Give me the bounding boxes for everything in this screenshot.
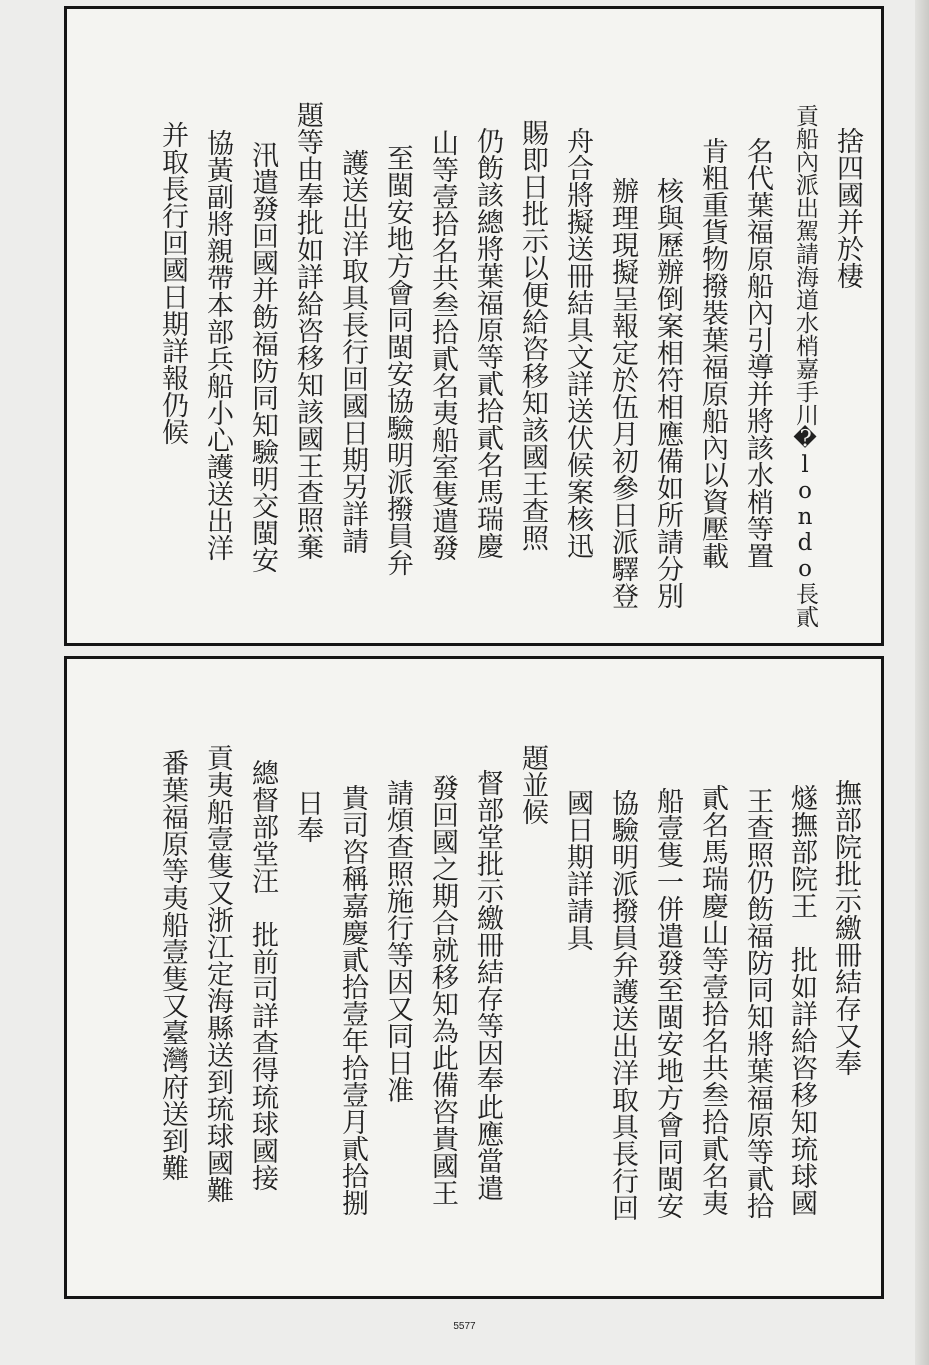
manuscript-column: 日奉 <box>292 789 323 843</box>
manuscript-column: 協驗明派撥員弁護送出洋取具長行回 <box>607 789 638 1221</box>
manuscript-column: 核與歷辦倒案相符相應備如所請分別 <box>652 177 683 609</box>
manuscript-column: 至閩安地方會同閩安協驗明派撥員弁 <box>382 144 413 576</box>
manuscript-column: 發回國之期合就移知為此備咨貴國王 <box>427 774 458 1206</box>
manuscript-column: 名代葉福原船內引導并將該水梢等置 <box>742 137 773 569</box>
manuscript-column: 貴司咨稱嘉慶貳拾壹年拾壹月貳拾捌 <box>337 784 368 1216</box>
manuscript-column: 協黃副將親帶本部兵船小心護送出洋 <box>202 129 233 561</box>
manuscript-column: 貢夷船壹隻又浙江定海縣送到琉球國難 <box>202 744 233 1203</box>
manuscript-column: 并取長行回國日期詳報仍候 <box>157 121 188 445</box>
manuscript-column: 舟合將擬送冊結具文詳送伏候案核迅 <box>562 127 593 559</box>
manuscript-column: 山等壹拾名共叁拾貳名夷船室隻遣發 <box>427 129 458 561</box>
manuscript-column: 撫部院批示繳冊結存又奉 <box>830 779 861 1076</box>
manuscript-column: 題等由奉批如詳給咨移知該國王查照棄 <box>292 101 323 560</box>
manuscript-column: 肯粗重貨物撥裝葉福原船內以資壓載 <box>697 137 728 569</box>
manuscript-column: 督部堂批示繳冊結存等因奉此應當遣 <box>472 769 503 1201</box>
manuscript-column: 賜即日批示以便給咨移知該國王查照 <box>517 119 548 551</box>
manuscript-column: 燧撫部院王 批如詳給咨移知琉球國 <box>786 784 817 1216</box>
manuscript-column: 王查照仍飭福防同知將葉福原等貳拾 <box>742 787 773 1219</box>
manuscript-column: 總督部堂汪 批前司詳查得琉球國接 <box>247 759 278 1191</box>
manuscript-column: 辦理現擬呈報定於伍月初參日派驛登 <box>607 177 638 609</box>
upper-manuscript-page <box>64 6 884 646</box>
manuscript-column: 貳名馬瑞慶山等壹拾名共叁拾貳名夷 <box>697 784 728 1216</box>
lower-manuscript-page <box>64 656 884 1299</box>
manuscript-column: 國日期詳請具 <box>562 789 593 951</box>
scan-edge-shadow <box>915 0 929 1365</box>
page-number: 5577 <box>453 1321 476 1332</box>
manuscript-column: 番葉福原等夷船壹隻又臺灣府送到難 <box>157 749 188 1181</box>
manuscript-column: 貢船內派出駕請海道水梢嘉手川�londo長貳 <box>792 104 818 628</box>
manuscript-column: 捨四國并於棲 <box>832 127 863 289</box>
manuscript-column: 仍飭該總將葉福原等貳拾貳名馬瑞慶 <box>472 127 503 559</box>
manuscript-column: 題並候 <box>517 744 548 825</box>
manuscript-column: 請煩查照施行等因又同日准 <box>382 779 413 1103</box>
manuscript-column: 船壹隻一併遣發至閩安地方會同閩安 <box>652 787 683 1219</box>
manuscript-column: 護送出洋取具長行回國日期另詳請 <box>337 149 368 554</box>
manuscript-column: 汛遣發回國并飭福防同知驗明交閩安 <box>247 141 278 573</box>
